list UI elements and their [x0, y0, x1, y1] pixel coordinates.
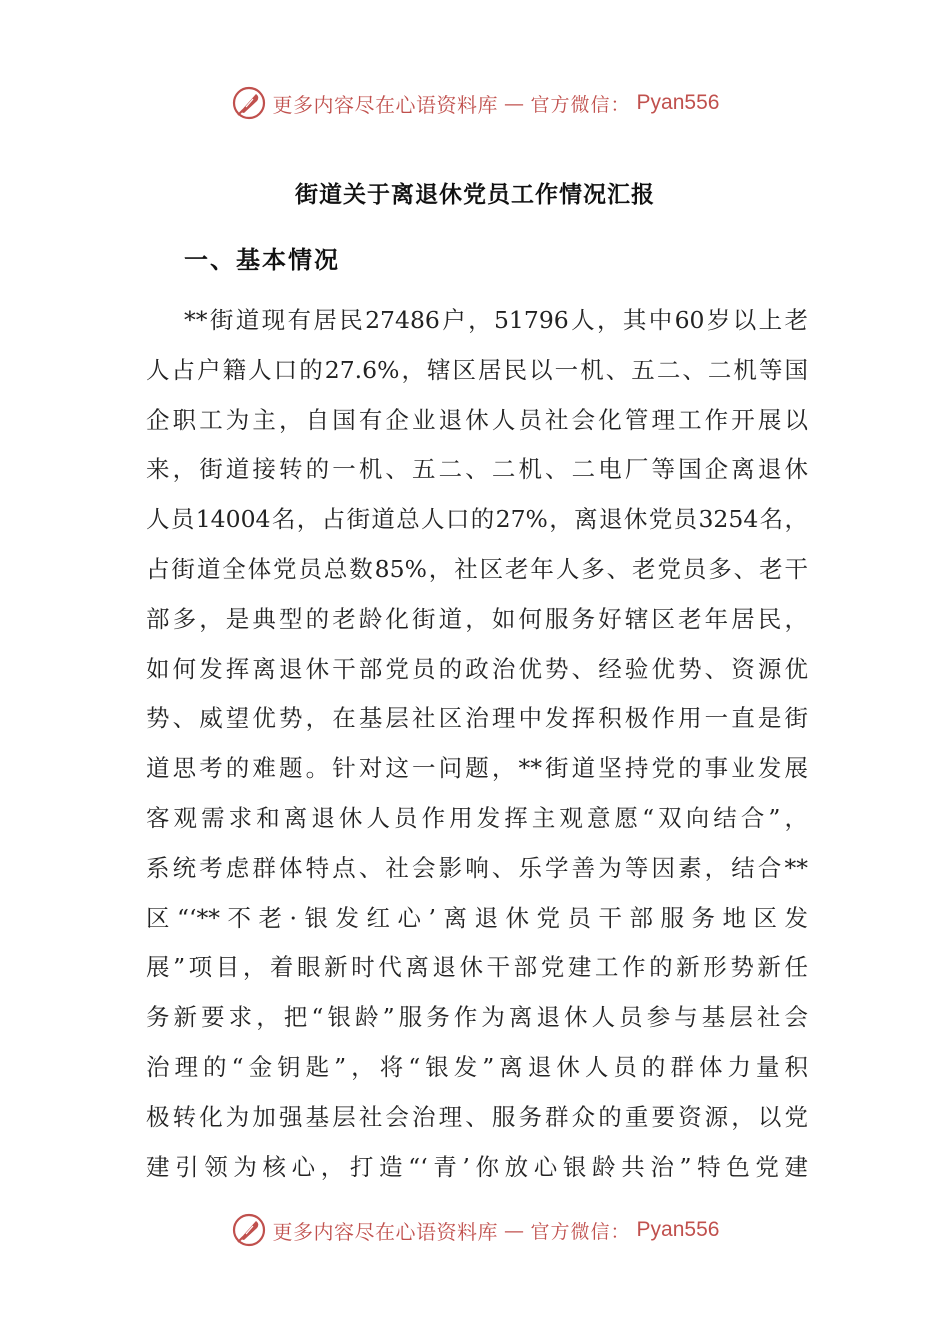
paragraph-line: 人员14004名，占街道总人口的27%，离退休党员3254名， — [146, 505, 808, 534]
paragraph-line: 势、威望优势，在基层社区治理中发挥积极作用一直是街 — [146, 704, 808, 733]
paragraph-line: 如何发挥离退休干部党员的政治优势、经验优势、资源优 — [146, 654, 808, 683]
paragraph-line: 极转化为加强基层社会治理、服务群众的重要资源，以党 — [146, 1102, 808, 1131]
watermark-main-text: 更多内容尽在心语资料库 — [272, 1219, 499, 1244]
watermark-wechat-id: Pyan556 — [636, 91, 720, 114]
watermark-dash: — — [504, 91, 525, 115]
paragraph-line: 客观需求和离退休人员作用发挥主观意愿“双向结合”， — [146, 803, 808, 832]
quill-logo-icon — [231, 1212, 267, 1248]
paragraph-line: 道思考的难题。针对这一问题，**街道坚持党的事业发展 — [146, 754, 808, 783]
document-title: 街道关于离退休党员工作情况汇报 — [295, 182, 655, 208]
paragraph-line: 治理的“金钥匙”，将“银发”离退休人员的群体力量积 — [146, 1052, 808, 1081]
paragraph-line: 部多，是典型的老龄化街道，如何服务好辖区老年居民， — [146, 604, 808, 633]
quill-logo-icon — [231, 85, 267, 121]
paragraph-line: 展”项目，着眼新时代离退休干部党建工作的新形势新任 — [146, 953, 808, 982]
section-heading: 一、基本情况 — [184, 246, 340, 274]
paragraph-line: 占街道全体党员总数85%，社区老年人多、老党员多、老干 — [146, 554, 808, 583]
paragraph-line: 来，街道接转的一机、五二、二机、二电厂等国企离退休 — [146, 455, 808, 484]
paragraph-line: **街道现有居民27486户，51796人，其中60岁以上老 — [184, 306, 808, 334]
watermark-banner-top — [0, 83, 950, 123]
paragraph-line: 务新要求，把“银龄”服务作为离退休人员参与基层社会 — [146, 1003, 808, 1032]
watermark-dash: — — [504, 1218, 525, 1242]
paragraph-line: 区“‘**不老·银发红心’离退休党员干部服务地区发 — [146, 903, 808, 932]
watermark-sub-text: 官方微信： — [530, 1220, 631, 1243]
paragraph-line: 建引领为核心，打造“‘青’你放心银龄共治”特色党建 — [146, 1152, 808, 1181]
paragraph-line: 企职工为主，自国有企业退休人员社会化管理工作开展以 — [146, 405, 808, 434]
watermark-sub-text: 官方微信： — [530, 93, 631, 116]
watermark-main-text: 更多内容尽在心语资料库 — [272, 92, 499, 117]
paragraph-line: 系统考虑群体特点、社会影响、乐学善为等因素，结合** — [146, 853, 808, 882]
watermark-wechat-id: Pyan556 — [636, 1218, 720, 1241]
body-paragraph — [146, 296, 808, 1192]
paragraph-line: 人占户籍人口的27.6%，辖区居民以一机、五二、二机等国 — [146, 355, 808, 384]
watermark-banner-bottom — [0, 1210, 950, 1250]
